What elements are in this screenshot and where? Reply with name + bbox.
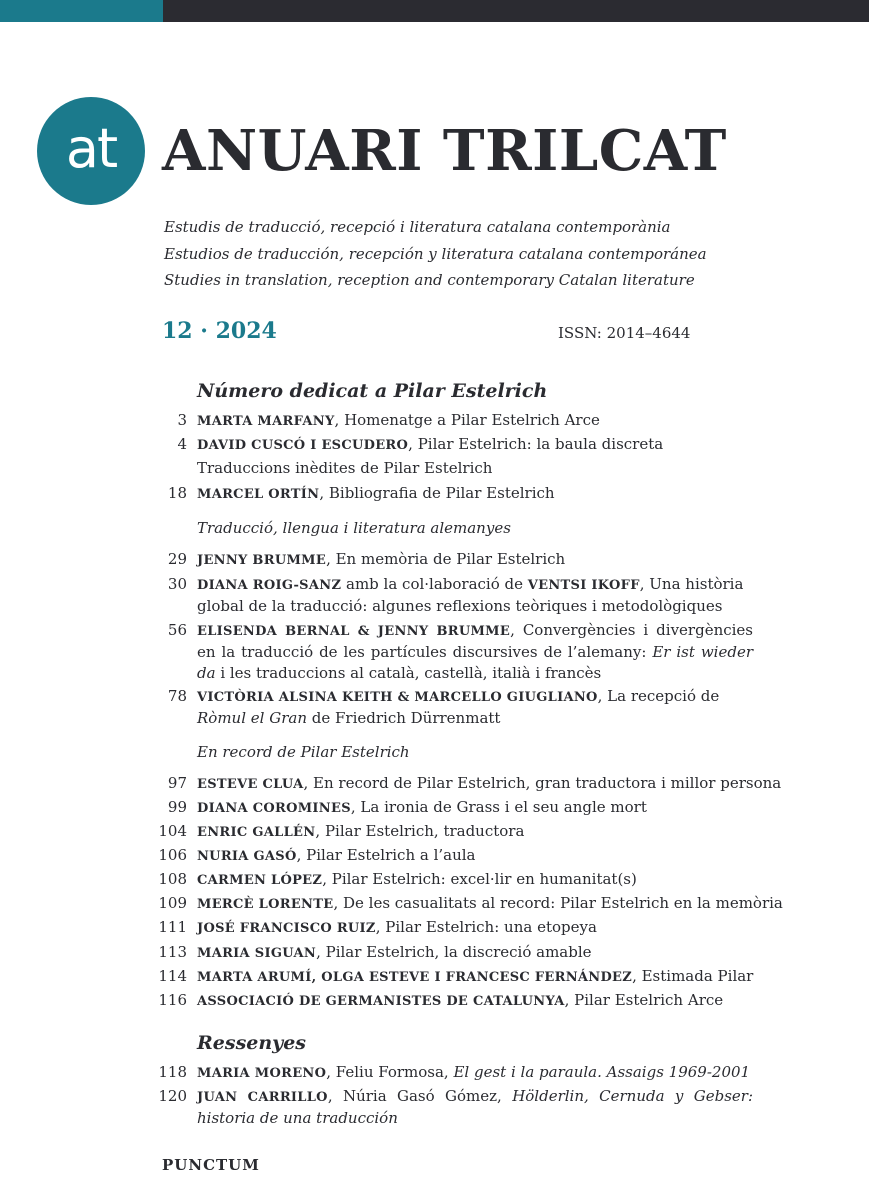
article-title: , Núria Gasó Gómez,: [327, 1087, 513, 1105]
author: DIANA COROMINES: [197, 801, 351, 816]
entry-text: [197, 821, 753, 843]
author: JUAN CARRILLO: [197, 1090, 328, 1105]
page-number: 30: [167, 575, 187, 593]
subtitle-catalan: Estudis de traducció, recepció i literatura catalana contemporània: [164, 218, 671, 236]
author: MARTA ARUMÍ, OLGA ESTEVE I FRANCESC FERNÁNDEZ: [197, 970, 633, 985]
entry-text: [197, 620, 753, 684]
article-title: , Homenatge a Pilar Estelrich Arce: [334, 411, 600, 429]
journal-title: ANUARI TRILCAT: [162, 118, 727, 184]
author: MARCEL ORTÍN: [197, 487, 320, 502]
entry-text: [197, 434, 753, 456]
article-title: Traduccions inèdites de Pilar Estelrich: [197, 459, 493, 477]
article-title: , La ironia de Grass i el seu angle mort: [350, 798, 647, 816]
entry-text: [197, 845, 753, 867]
article-title: , Pilar Estelrich: excel·lir en humanitat(s): [322, 870, 637, 888]
article-title: , Feliu Formosa,: [326, 1063, 454, 1081]
author: CARMEN LÓPEZ: [197, 873, 323, 888]
entry-text: [197, 549, 753, 571]
book-title-italic: Hölderlin, Cernuda y Gebser: historia de una traducción: [197, 1087, 753, 1127]
section-heading-dedicat: Número dedicat a Pilar Estelrich: [197, 380, 548, 402]
page-number: 108: [158, 870, 187, 888]
author: ELISENDA BERNAL & JENNY BRUMME: [197, 624, 511, 639]
issn: ISSN: 2014–4644: [558, 324, 691, 342]
entry-text: [197, 990, 753, 1012]
page-number: 118: [158, 1063, 187, 1081]
entry-text: [197, 483, 753, 505]
page-number: 97: [167, 774, 187, 792]
article-title: i les traduccions al català, castellà, italià i francès: [215, 664, 602, 682]
author: NURIA GASÓ: [197, 849, 297, 864]
page-number: 113: [158, 943, 187, 961]
article-title: , Bibliografia de Pilar Estelrich: [319, 484, 555, 502]
article-title: , Convergències i divergències en la traducció de les partícules discursives de l’alemany:: [197, 621, 753, 661]
entry-text: [197, 893, 783, 915]
page-number: 111: [158, 918, 187, 936]
author: ESTEVE CLUA: [197, 777, 304, 792]
page-number: 114: [158, 967, 187, 985]
article-title: , Una història global de la traducció: algunes reflexions teòriques i metodològiques: [197, 575, 744, 615]
page-number: 109: [158, 894, 187, 912]
author: MERCÈ LORENTE: [197, 897, 334, 912]
section-heading-record: En record de Pilar Estelrich: [197, 743, 410, 761]
entry-text: [197, 410, 753, 432]
article-title: , De les casualitats al record: Pilar Estelrich en la memòria: [333, 894, 783, 912]
journal-subtitles: [164, 214, 707, 294]
author: JOSÉ FRANCISCO RUIZ: [197, 921, 376, 936]
article-title: , Pilar Estelrich, la discreció amable: [316, 943, 592, 961]
author: DIANA ROIG-SANZ: [197, 578, 342, 593]
entry-text: [197, 942, 753, 964]
page-number: 3: [177, 411, 187, 429]
book-title-italic: El gest i la paraula. Assaigs 1969-2001: [453, 1063, 751, 1081]
author: VENTSI IKOFF: [527, 578, 640, 593]
page-number: 56: [167, 621, 187, 639]
page-number: 120: [158, 1087, 187, 1105]
article-title: , La recepció de: [597, 687, 720, 705]
entry-text: [197, 869, 753, 891]
author: MARIA SIGUAN: [197, 946, 317, 961]
page-number: 104: [158, 822, 187, 840]
entry-text: [197, 686, 753, 729]
top-color-bar: [0, 0, 869, 22]
article-title: , Pilar Estelrich Arce: [564, 991, 724, 1009]
page-number: 4: [177, 435, 187, 453]
article-title: , Pilar Estelrich, traductora: [315, 822, 525, 840]
section-heading-alemanyes: Traducció, llengua i literatura alemanyes: [197, 519, 511, 537]
page-number: 18: [167, 484, 187, 502]
page-number: 78: [167, 687, 187, 705]
article-title: , En memòria de Pilar Estelrich: [326, 550, 566, 568]
article-title: , En record de Pilar Estelrich, gran traductora i millor persona: [303, 774, 782, 792]
author: ASSOCIACIÓ DE GERMANISTES DE CATALUNYA: [197, 994, 565, 1009]
page-number: 99: [167, 798, 187, 816]
collaboration-text: amb la col·laboració de: [341, 575, 528, 593]
entry-text: [197, 966, 753, 988]
top-accent-bar: [0, 0, 163, 22]
publisher-name: PUNCTUM: [162, 1156, 260, 1174]
subtitle-spanish: Estudios de traducción, recepción y literatura catalana contemporánea: [164, 244, 707, 263]
article-title: , Estimada Pilar: [632, 967, 754, 985]
journal-logo: at: [37, 97, 145, 205]
entry-text: [197, 773, 782, 795]
author: JENNY BRUMME: [197, 553, 327, 568]
article-title: , Pilar Estelrich: una etopeya: [375, 918, 597, 936]
entry-text: [197, 1086, 753, 1129]
article-title: de Friedrich Dürrenmatt: [306, 709, 501, 727]
article-title-italic: Er ist wieder da: [197, 643, 753, 682]
author: ENRIC GALLÉN: [197, 825, 316, 840]
section-heading-ressenyes: Ressenyes: [197, 1032, 306, 1054]
page-number: 29: [167, 550, 187, 568]
author: MARIA MORENO: [197, 1066, 327, 1081]
article-title-italic: Ròmul el Gran: [197, 709, 307, 727]
subtitle-english: Studies in translation, reception and contemporary Catalan literature: [164, 271, 695, 289]
page-number: 106: [158, 846, 187, 864]
article-title: , Pilar Estelrich a l’aula: [296, 846, 476, 864]
entry-text: [197, 1062, 753, 1084]
issue-number: 12 · 2024: [162, 318, 277, 344]
article-title: , Pilar Estelrich: la baula discreta: [408, 435, 664, 453]
author: MARTA MARFANY: [197, 414, 335, 429]
author: VICTÒRIA ALSINA KEITH & MARCELLO GIUGLIANO: [197, 690, 598, 705]
page-number: 116: [158, 991, 187, 1009]
entry-text: [197, 574, 753, 617]
entry-text: [197, 797, 753, 819]
author: DAVID CUSCÓ I ESCUDERO: [197, 438, 409, 453]
entry-text: [197, 917, 753, 939]
